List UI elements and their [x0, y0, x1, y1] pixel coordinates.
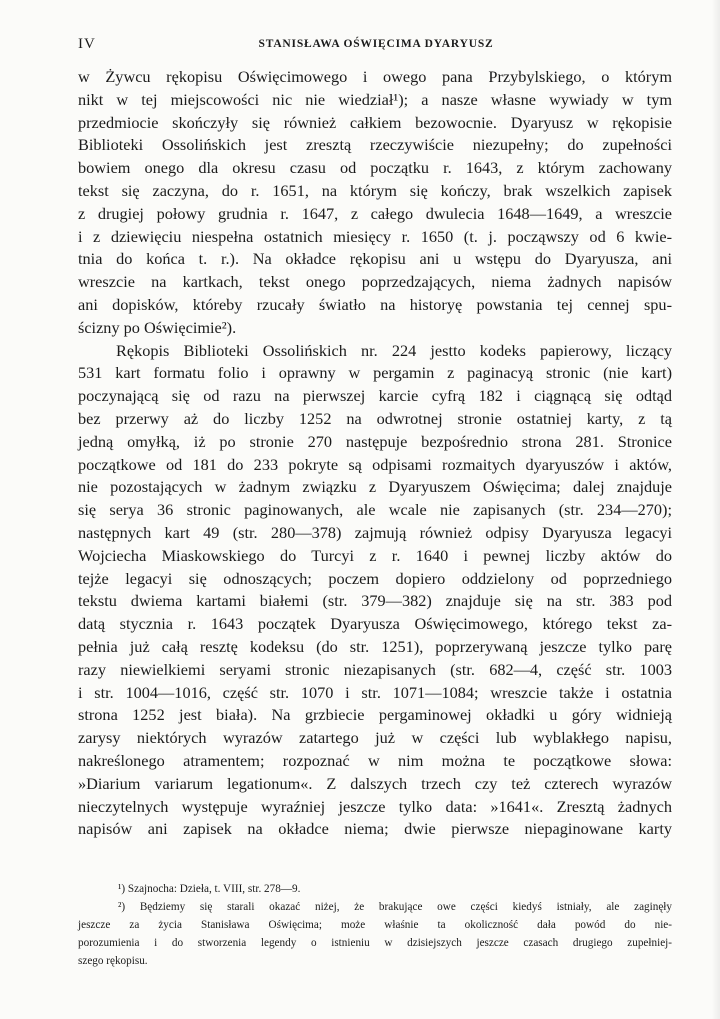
page-number: IV — [78, 36, 96, 52]
text-line: ścizny po Oświęcimie²). — [78, 317, 237, 337]
text-line: następnych kart 49 (str. 280—378) zajmują również odpisy Dyaryusza legacyi — [78, 522, 672, 542]
text-line: pełnia już całą resztę kodeksu (do str. 1251), poprzerywaną jeszcze tylko parę — [78, 636, 672, 656]
page-edge-shadow — [712, 0, 720, 1019]
text-line: razy niewielkiemi seryami stronic niezapisanych (str. 682—4, część str. 1003 — [78, 659, 672, 679]
text-line: i str. 1004—1016, część str. 1070 i str. 1071—1084; wreszcie także i ostatnia — [78, 682, 672, 702]
footnote-line: szego rękopisu. — [78, 955, 148, 967]
text-line: z drugiej połowy grudnia r. 1647, z całego dwulecia 1648—1649, a wreszcie — [78, 203, 672, 223]
footnote-line: ¹) Szajnocha: Dzieła, t. VIII, str. 278—9. — [118, 883, 301, 895]
text-line: nieczytelnych występuje wyraźniej jeszcze tylko data: »1641«. Zresztą żadnych — [78, 796, 672, 816]
text-line: datą stycznia r. 1643 początek Dyaryusza Oświęcimowego, którego tekst za- — [78, 614, 672, 634]
text-line: »Diarium variarum legationum«. Z dalszych trzech czy też czterech wyrazów — [78, 773, 672, 793]
text-line: Biblioteki Ossolińskich jest zresztą rzeczywiście niezupełny; do zupełności — [78, 135, 672, 155]
text-line: początkowe od 181 do 233 pokryte są odpisami rozmaitych dyaryuszów i aktów, — [78, 454, 672, 474]
text-line: 531 kart formatu folio i oprawny w pergamin z paginacyą stronic (nie kart) — [78, 363, 672, 383]
text-line: przedmiocie skończyły się również całkiem bezowocnie. Dyaryusz w rękopisie — [78, 112, 672, 132]
footnote-line: ²) Będziemy się starali okazać niżej, że brakujące owe części kiedyś istniały, ale zaginęły — [118, 901, 672, 913]
text-line: strona 1252 jest biała). Na grzbiecie pergaminowej okładki u góry widnieją — [78, 705, 672, 725]
text-line: poczynającą się od razu na pierwszej karcie cyfrą 182 i ciągnącą się odtąd — [78, 386, 672, 406]
text-line: tejże legacyi się odnoszących; poczem dopiero oddzielony od poprzedniego — [78, 568, 672, 588]
text-line: ani dopisków, któreby rzucały światło na historyę powstania tej cennej spu- — [78, 294, 672, 314]
footnote-line: porozumienia i do stworzenia legendy o istnieniu w dzisiejszych jeszcze czasach drugiego zupełniej- — [78, 937, 672, 949]
text-line: się serya 36 stronic paginowanych, ale wcale nie zapisanych (str. 234—270); — [78, 500, 672, 520]
running-head — [78, 36, 674, 56]
footnote-line: jeszcze za życia Stanisława Oświęcima; może właśnie ta okoliczność dała powód do nie- — [78, 919, 672, 931]
text-line: tekst się zaczyna, do r. 1651, na którym się kończy, brak wszelkich zapisek — [78, 180, 672, 200]
text-line: w Żywcu rękopisu Oświęcimowego i owego pana Przybylskiego, o którym — [78, 67, 672, 86]
text-line: nakreślonego atramentem; rozpoznać w nim można te początkowe słowa: — [78, 750, 672, 770]
text-line: tekstu dwiema kartami białemi (str. 379—382) znajduje się na str. 383 pod — [78, 591, 672, 611]
body-text — [78, 66, 672, 841]
footnotes — [78, 880, 672, 970]
text-line: Wojciecha Miaskowskiego do Turcyi z r. 1640 i pewnej liczby aktów do — [78, 545, 672, 565]
running-title: STANISŁAWA OŚWIĘCIMA DYARYUSZ — [258, 38, 494, 50]
text-line: zarysy niektórych wyrazów zatartego już w części lub wyblakłego napisu, — [78, 728, 672, 748]
text-line: nie pozostających w żadnym związku z Dyaryuszem Oświęcima; dalej znajduje — [78, 477, 672, 497]
text-line: bowiem onego dla okresu czasu od początku r. 1643, z którym zachowany — [78, 158, 672, 178]
text-line: tnia do końca t. r.). Na okładce rękopisu ani u wstępu do Dyaryusza, ani — [78, 249, 672, 269]
footnote-divider — [78, 876, 672, 877]
text-line: wreszcie na kartkach, tekst onego poprzedzających, niema żadnych napisów — [78, 272, 672, 292]
text-line: bez przerwy aż do liczby 1252 na odwrotnej stronie ostatniej karty, z tą — [78, 408, 672, 428]
text-line: Rękopis Biblioteki Ossolińskich nr. 224 jestto kodeks papierowy, liczący — [116, 340, 672, 360]
text-line: nikt w tej miejscowości nic nie wiedział¹); a nasze własne wywiady w tym — [78, 89, 672, 109]
text-line: jedną omyłką, iż po stronie 270 następuje bezpośrednio strona 281. Stronice — [78, 431, 672, 451]
text-line: i z dziewięciu niespełna ostatnich miesięcy r. 1650 (t. j. począwszy od 6 kwie- — [78, 226, 672, 246]
text-line: napisów ani zapisek na okładce niema; dwie pierwsze niepaginowane karty — [78, 819, 672, 839]
